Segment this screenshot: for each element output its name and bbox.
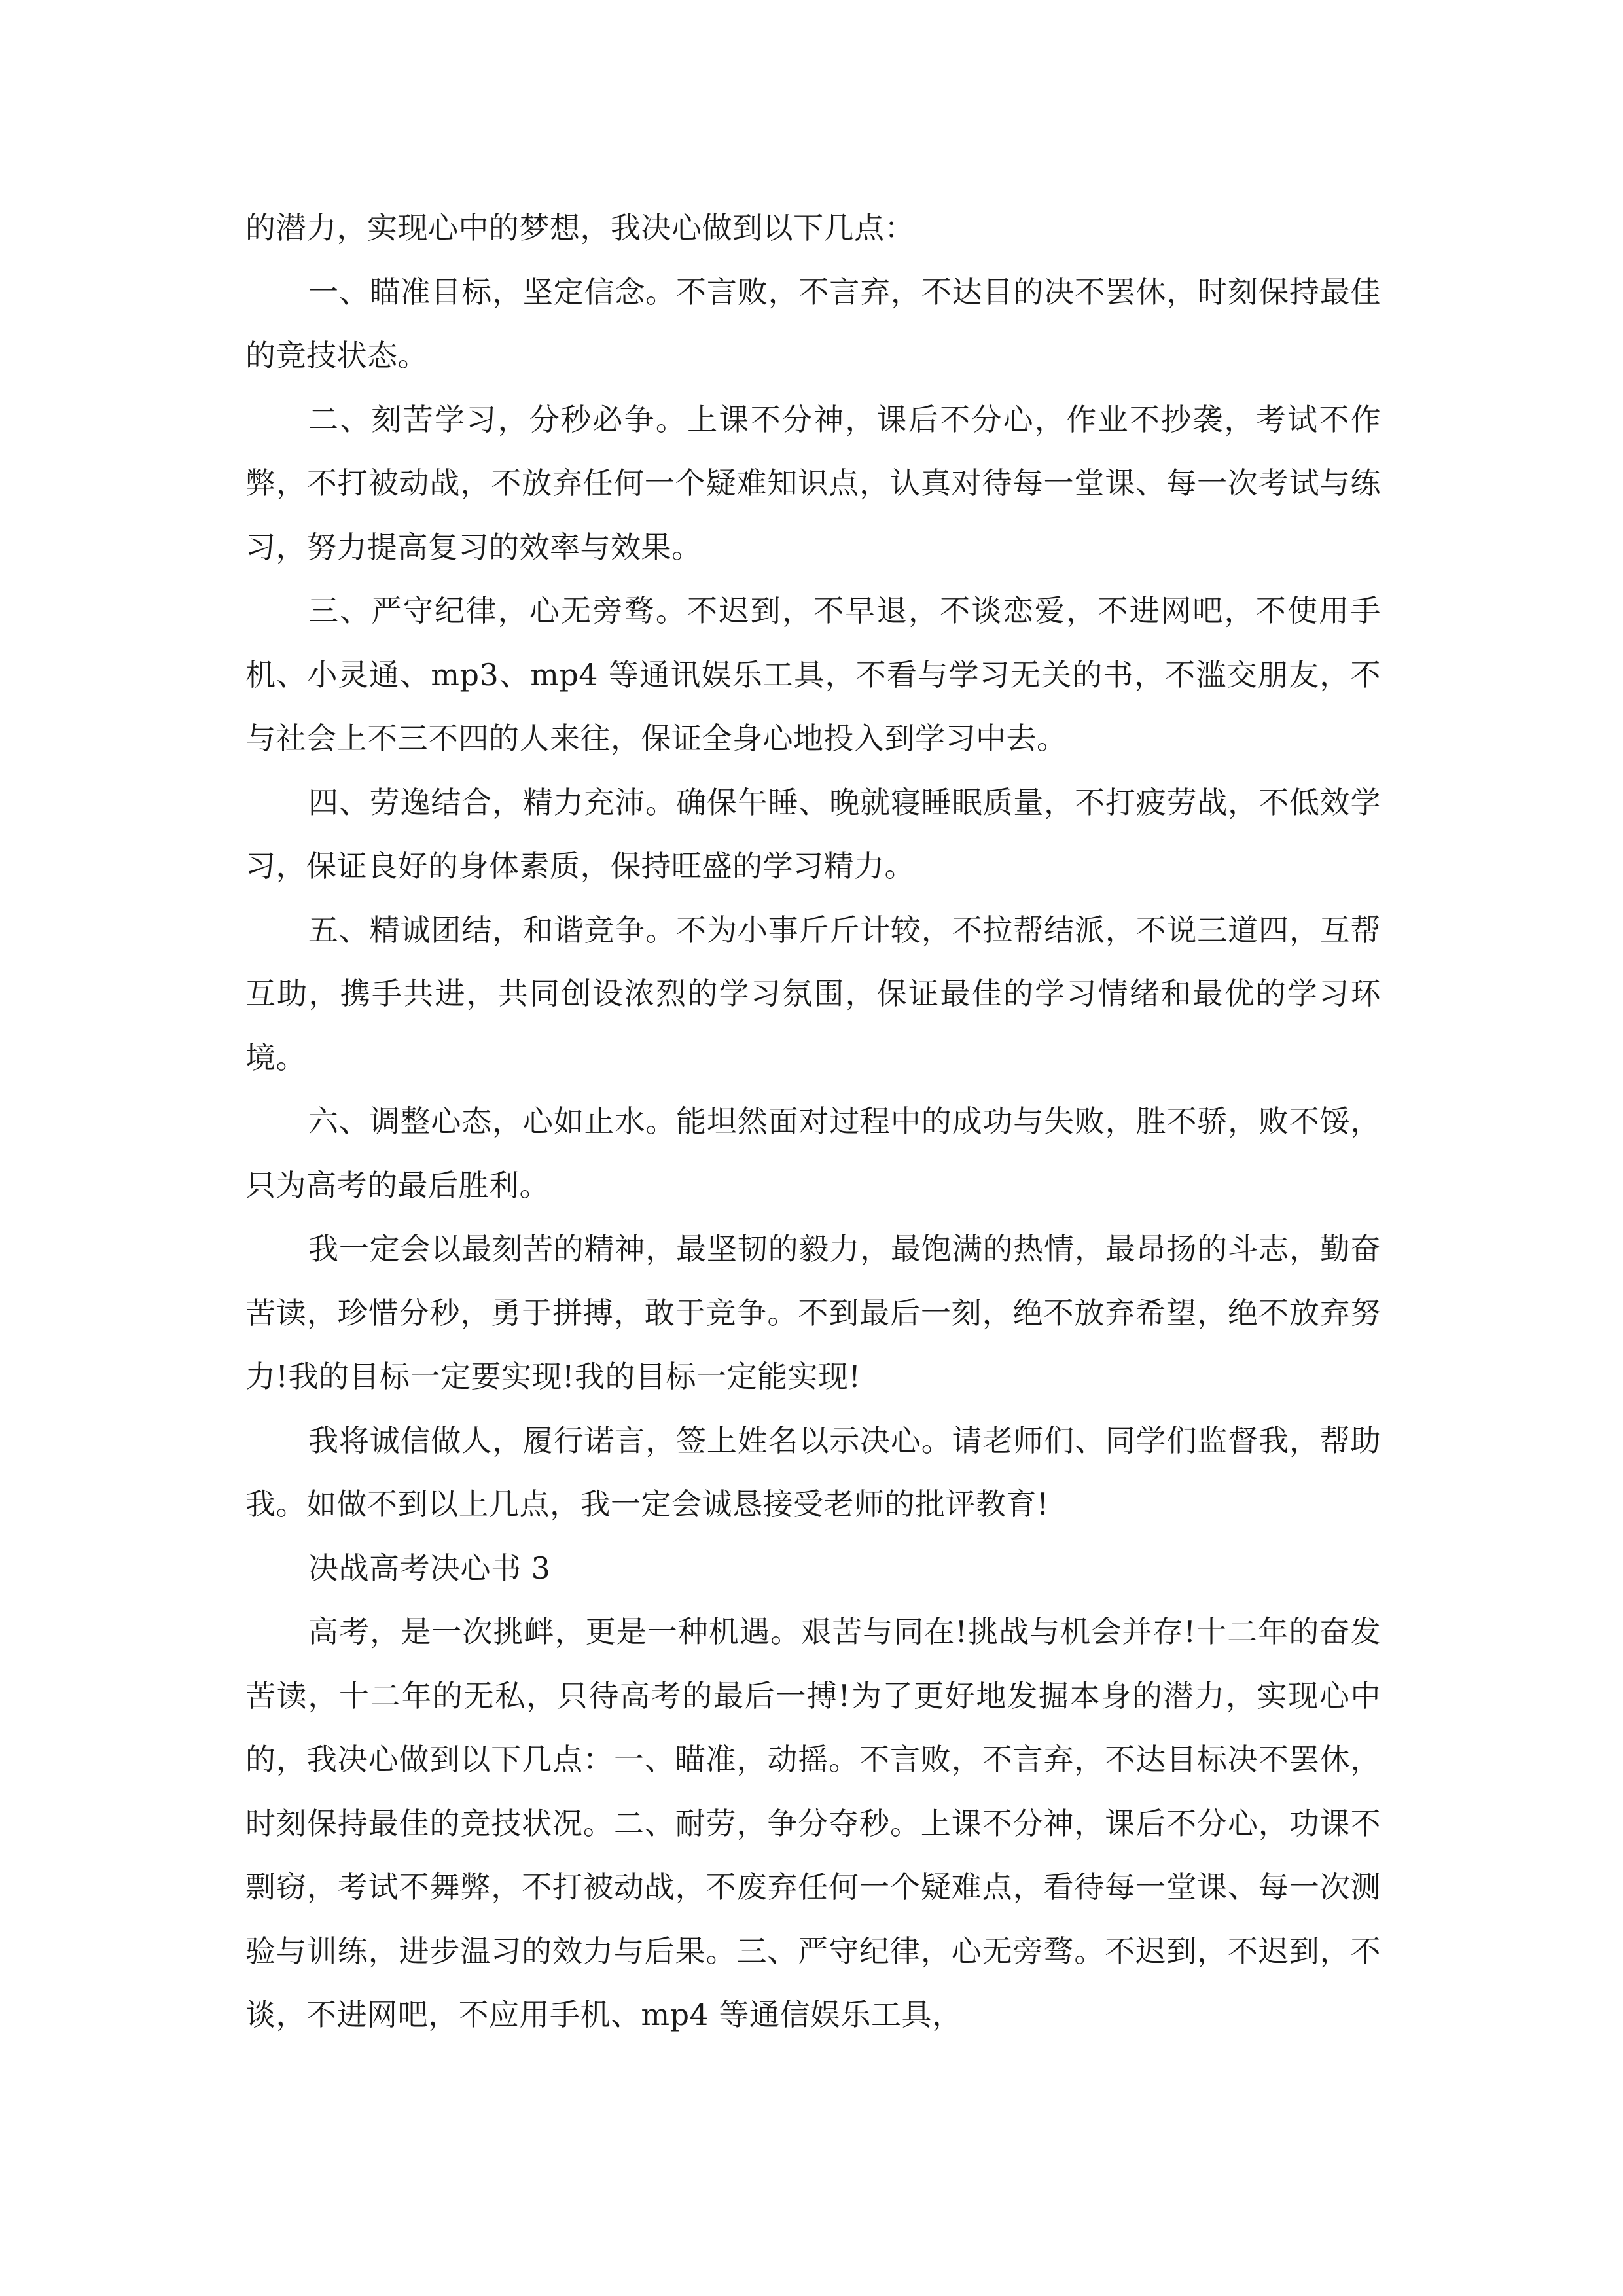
paragraph-point-6: 六、调整心态，心如止水。能坦然面对过程中的成功与失败，胜不骄，败不馁，只为高考的最后胜利。 (245, 1103, 1381, 1203)
paragraph-section-3-body: 高考，是一次挑衅，更是一种机遇。艰苦与同在!挑战与机会并存!十二年的奋发苦读，十二年的无私，只待高考的最后一搏!为了更好地发掘本身的潜力，实现心中的，我决心做到以下几点：一、瞄准，动摇。不言败，不言弃，不达目标决不罢休，时刻保持最佳的竞技状况。二、耐劳，争分夺秒。上课不分神，课后不分心，功课不剽窃，考试不舞弊，不打被动战，不废弃任何一个疑难点，看待每一堂课、每一次测验与训练，进步温习的效力与后果。三、严守纪律，心无旁骛。不迟到，不迟到，不谈，不进网吧，不应用手机、mp4 等通信娱乐工具， (245, 1614, 1381, 2032)
paragraph-point-5: 五、精诚团结，和谐竞争。不为小事斤斤计较，不拉帮结派，不说三道四，互帮互助，携手共进，共同创设浓烈的学习氛围，保证最佳的学习情绪和最优的学习环境。 (245, 912, 1381, 1075)
paragraph-point-1: 一、瞄准目标，坚定信念。不言败，不言弃，不达目的决不罢休，时刻保持最佳的竞技状态。 (245, 274, 1381, 373)
paragraph-point-2: 二、刻苦学习，分秒必争。上课不分神，课后不分心，作业不抄袭，考试不作弊，不打被动战，不放弃任何一个疑难知识点，认真对待每一堂课、每一次考试与练习，努力提高复习的效率与效果。 (245, 401, 1381, 565)
paragraph-continuation: 的潜力，实现心中的梦想，我决心做到以下几点： (245, 210, 915, 245)
section-heading: 决战高考决心书 3 (308, 1550, 551, 1586)
paragraph-point-3: 三、严守纪律，心无旁骛。不迟到，不早退，不谈恋爱，不进网吧，不使用手机、小灵通、mp3、mp4 等通讯娱乐工具，不看与学习无关的书，不滥交朋友，不与社会上不三不四的人来往，保证全身心地投入到学习中去。 (245, 593, 1381, 756)
paragraph-point-4: 四、劳逸结合，精力充沛。确保午睡、晚就寝睡眠质量，不打疲劳战，不低效学习，保证良好的身体素质，保持旺盛的学习精力。 (245, 784, 1381, 884)
document-body (245, 196, 1381, 2047)
paragraph-resolve: 我一定会以最刻苦的精神，最坚韧的毅力，最饱满的热情，最昂扬的斗志，勤奋苦读，珍惜分秒，勇于拼搏，敢于竞争。不到最后一刻，绝不放弃希望，绝不放弃努力!我的目标一定要实现!我的目标一定能实现! (245, 1231, 1381, 1394)
paragraph-pledge: 我将诚信做人，履行诺言，签上姓名以示决心。请老师们、同学们监督我，帮助我。如做不到以上几点，我一定会诚恳接受老师的批评教育! (245, 1422, 1381, 1522)
